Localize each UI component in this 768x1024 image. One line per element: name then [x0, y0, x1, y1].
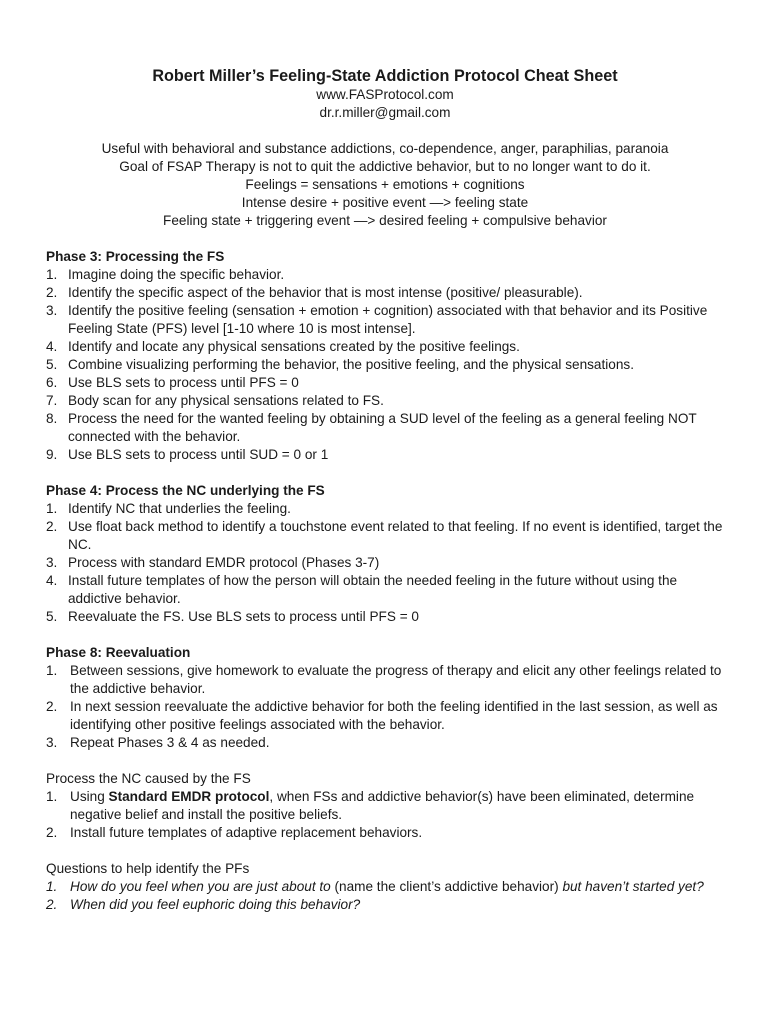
list-item [46, 356, 724, 374]
list-item [46, 392, 724, 410]
step-text-pre: Using [70, 789, 109, 804]
phase8-heading: Phase 8: Reevaluation [46, 645, 191, 660]
intro-line: Intense desire + positive event —> feeling state [241, 195, 529, 210]
step-text: Install future templates of how the person will obtain the needed feeling in the future without using the addictive behavior. [68, 573, 678, 606]
step-number: 2. [46, 519, 58, 534]
step-number: 8. [46, 411, 58, 426]
phase4-heading: Phase 4: Process the NC underlying the FS [46, 483, 325, 498]
phase3-section [46, 248, 724, 464]
step-text: Identify NC that underlies the feeling. [68, 501, 291, 516]
step-number: 3. [46, 735, 58, 750]
step-number: 4. [46, 339, 58, 354]
list-item [46, 338, 724, 356]
list-item [46, 824, 724, 842]
step-text: Use float back method to identify a touchstone event related to that feeling. If no event is identified, target the NC. [68, 519, 723, 552]
questions-section [46, 860, 724, 914]
step-text: In next session reevaluate the addictive behavior for both the feeling identified in the last session, as well as identifying other positive feelings associated with the behavior. [70, 699, 718, 732]
phase8-section [46, 644, 724, 752]
list-item [46, 518, 724, 554]
step-text-bold: Standard EMDR protocol [108, 789, 270, 804]
intro-line: Useful with behavioral and substance addictions, co-dependence, anger, paraphilias, paranoia [101, 141, 669, 156]
intro-line: Feelings = sensations + emotions + cognitions [245, 177, 525, 192]
step-text: Identify the specific aspect of the behavior that is most intense (positive/ pleasurable). [68, 285, 583, 300]
list-item [46, 662, 724, 698]
question-text-italic: but haven’t started yet? [562, 879, 704, 894]
list-item [46, 788, 724, 824]
question-text: When did you feel euphoric doing this behavior? [70, 897, 361, 912]
question-number: 2. [46, 897, 58, 912]
step-number: 1. [46, 789, 58, 804]
list-item [46, 878, 724, 896]
questions-list [46, 878, 724, 914]
list-item [46, 302, 724, 338]
step-number: 7. [46, 393, 58, 408]
document-header [46, 66, 724, 122]
question-number: 1. [46, 879, 58, 894]
step-number: 6. [46, 375, 58, 390]
process-nc-heading: Process the NC caused by the FS [46, 771, 251, 786]
step-text: Use BLS sets to process until SUD = 0 or 1 [68, 447, 329, 462]
list-item [46, 698, 724, 734]
step-number: 2. [46, 285, 58, 300]
step-text: Body scan for any physical sensations related to FS. [68, 393, 384, 408]
list-item [46, 410, 724, 446]
phase4-section [46, 482, 724, 626]
step-text: Between sessions, give homework to evaluate the progress of therapy and elicit any other feelings related to the addictive behavior. [70, 663, 722, 696]
step-number: 1. [46, 663, 58, 678]
list-item [46, 572, 724, 608]
step-text: Process the need for the wanted feeling by obtaining a SUD level of the feeling as a general feeling NOT connected with the behavior. [68, 411, 697, 444]
questions-heading: Questions to help identify the PFs [46, 861, 250, 876]
website-text: www.FASProtocol.com [316, 87, 454, 102]
question-text-plain: (name the client’s addictive behavior) [330, 879, 563, 894]
question-text-italic: How do you feel when you are just about to [70, 879, 331, 894]
step-text: Install future templates of adaptive replacement behaviors. [70, 825, 423, 840]
step-number: 5. [46, 609, 58, 624]
step-number: 1. [46, 501, 58, 516]
step-text-post: , when FSs and addictive behavior(s) have been eliminated, determine negative belief and install the positive beliefs. [70, 789, 695, 822]
intro-line: Goal of FSAP Therapy is not to quit the addictive behavior, but to no longer want to do it. [119, 159, 651, 174]
step-text: Repeat Phases 3 & 4 as needed. [70, 735, 270, 750]
list-item [46, 284, 724, 302]
list-item [46, 266, 724, 284]
step-text: Combine visualizing performing the behavior, the positive feeling, and the physical sensations. [68, 357, 634, 372]
phase3-steps [46, 266, 724, 464]
step-number: 2. [46, 825, 58, 840]
email-text: dr.r.miller@gmail.com [319, 105, 451, 120]
phase3-heading: Phase 3: Processing the FS [46, 249, 225, 264]
step-number: 5. [46, 357, 58, 372]
step-number: 9. [46, 447, 58, 462]
step-text: Identify and locate any physical sensations created by the positive feelings. [68, 339, 520, 354]
step-text: Imagine doing the specific behavior. [68, 267, 285, 282]
step-number: 3. [46, 303, 58, 318]
document-title: Robert Miller’s Feeling-State Addiction Protocol Cheat Sheet [152, 67, 618, 85]
step-number: 3. [46, 555, 58, 570]
list-item [46, 500, 724, 518]
list-item [46, 608, 724, 626]
step-number: 1. [46, 267, 58, 282]
list-item [46, 374, 724, 392]
step-text: Process with standard EMDR protocol (Phases 3-7) [68, 555, 380, 570]
step-text: Identify the positive feeling (sensation + emotion + cognition) associated with that behavior and its Positive Feeling State (PFS) level [1-10 where 10 is most intense]. [68, 303, 708, 336]
phase4-steps [46, 500, 724, 626]
list-item [46, 446, 724, 464]
process-nc-steps [46, 788, 724, 842]
intro-line: Feeling state + triggering event —> desired feeling + compulsive behavior [163, 213, 607, 228]
step-number: 4. [46, 573, 58, 588]
intro-block [46, 140, 724, 230]
step-number: 2. [46, 699, 58, 714]
list-item [46, 554, 724, 572]
step-text: Reevaluate the FS. Use BLS sets to process until PFS = 0 [68, 609, 419, 624]
step-text: Use BLS sets to process until PFS = 0 [68, 375, 299, 390]
list-item [46, 734, 724, 752]
phase8-steps [46, 662, 724, 752]
process-nc-section [46, 770, 724, 842]
list-item [46, 896, 724, 914]
